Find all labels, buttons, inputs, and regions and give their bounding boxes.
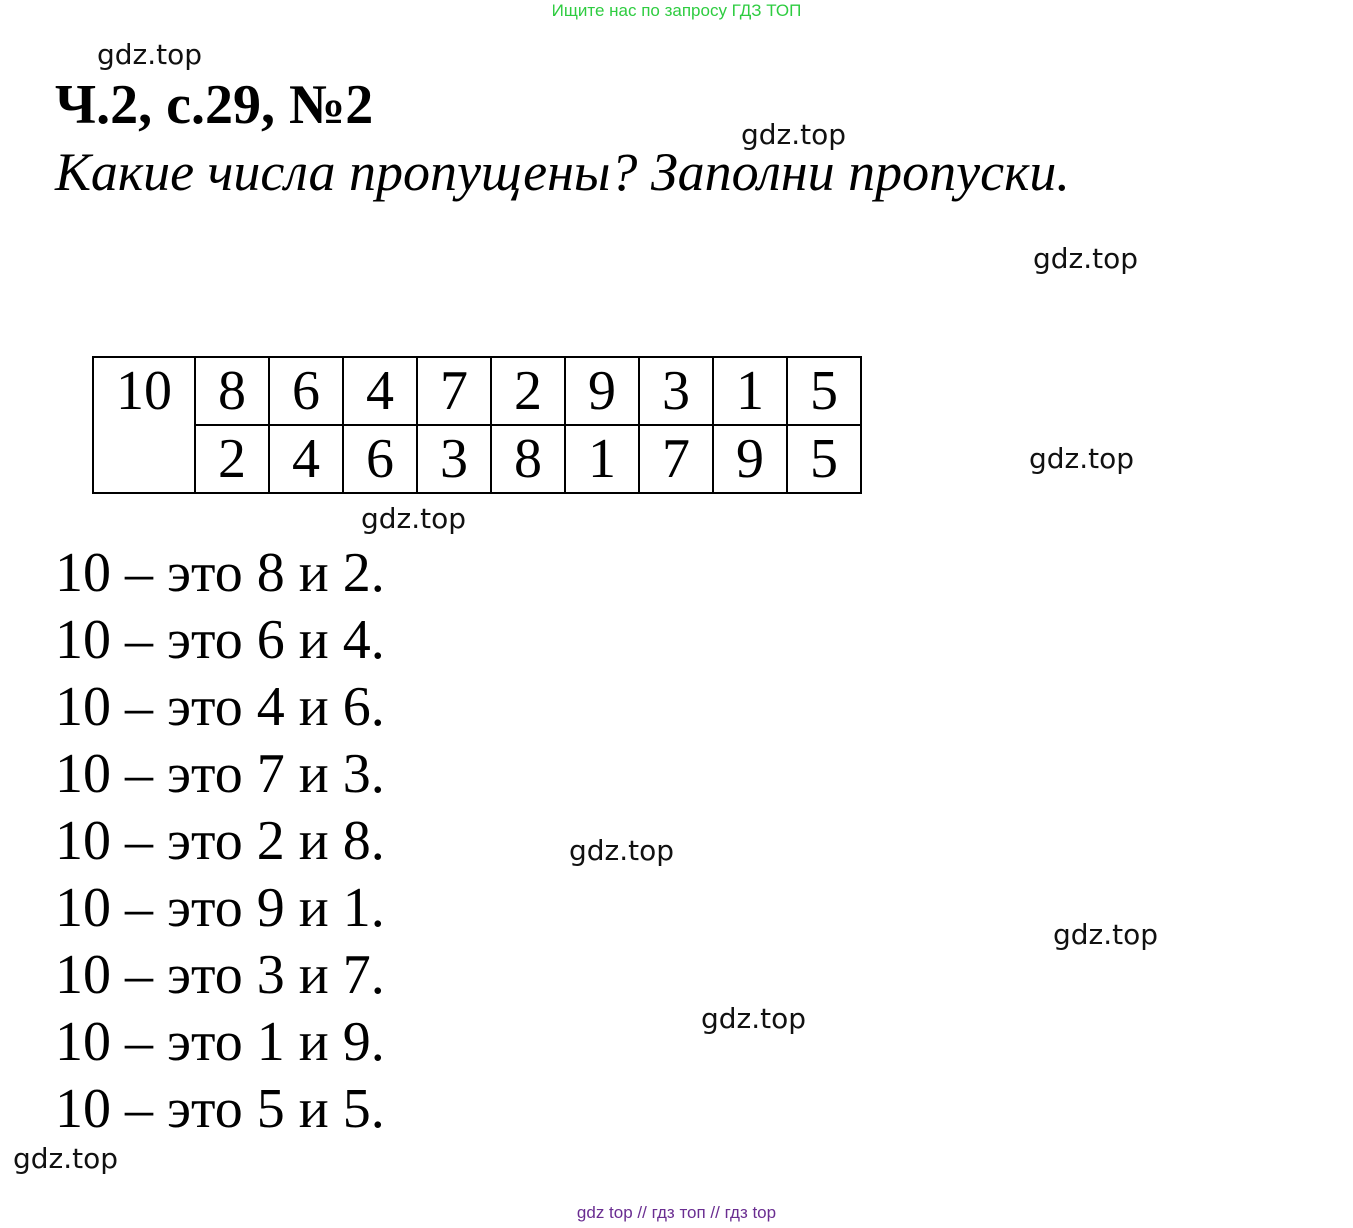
whole-number-cell: 10 <box>93 357 195 493</box>
table-cell: 8 <box>491 425 565 493</box>
table-cell: 7 <box>639 425 713 493</box>
answer-line: 10 – это 5 и 5. <box>55 1078 385 1140</box>
watermark: gdz.top <box>569 834 675 867</box>
table-cell: 9 <box>713 425 787 493</box>
number-composition-table <box>92 356 862 494</box>
answer-line: 10 – это 3 и 7. <box>55 944 385 1006</box>
table-cell: 7 <box>417 357 491 425</box>
table-cell: 6 <box>269 357 343 425</box>
table-cell: 9 <box>565 357 639 425</box>
answer-line: 10 – это 2 и 8. <box>55 810 385 872</box>
table-row-top <box>93 357 861 425</box>
watermark: gdz.top <box>1033 242 1139 275</box>
watermark: gdz.top <box>13 1142 119 1175</box>
watermark: gdz.top <box>1053 918 1159 951</box>
table-cell: 5 <box>787 425 861 493</box>
table-cell: 4 <box>343 357 417 425</box>
table-cell: 8 <box>195 357 269 425</box>
table-cell: 3 <box>639 357 713 425</box>
answer-line: 10 – это 9 и 1. <box>55 877 385 939</box>
page-title: Ч.2, с.29, №2 <box>55 74 374 136</box>
table-cell: 2 <box>491 357 565 425</box>
answer-line: 10 – это 6 и 4. <box>55 609 385 671</box>
watermark: gdz.top <box>1029 442 1135 475</box>
table-cell: 6 <box>343 425 417 493</box>
watermark: gdz.top <box>97 38 203 71</box>
answers-list <box>55 540 385 1143</box>
table-cell: 5 <box>787 357 861 425</box>
table-cell: 1 <box>713 357 787 425</box>
watermark: gdz.top <box>361 502 467 535</box>
answer-line: 10 – это 7 и 3. <box>55 743 385 805</box>
top-banner: Ищите нас по запросу ГДЗ ТОП <box>551 1 802 20</box>
answer-line: 10 – это 1 и 9. <box>55 1011 385 1073</box>
answer-line: 10 – это 4 и 6. <box>55 676 385 738</box>
table-cell: 4 <box>269 425 343 493</box>
table-cell: 1 <box>565 425 639 493</box>
watermark: gdz.top <box>741 118 847 151</box>
footer-links: gdz top // гдз топ // гдз top <box>576 1203 777 1222</box>
table-cell: 3 <box>417 425 491 493</box>
task-text: Какие числа пропущены? Заполни пропуски. <box>55 142 1070 202</box>
answer-line: 10 – это 8 и 2. <box>55 542 385 604</box>
watermark: gdz.top <box>701 1002 807 1035</box>
table-cell: 2 <box>195 425 269 493</box>
table-row-bottom <box>93 425 861 493</box>
